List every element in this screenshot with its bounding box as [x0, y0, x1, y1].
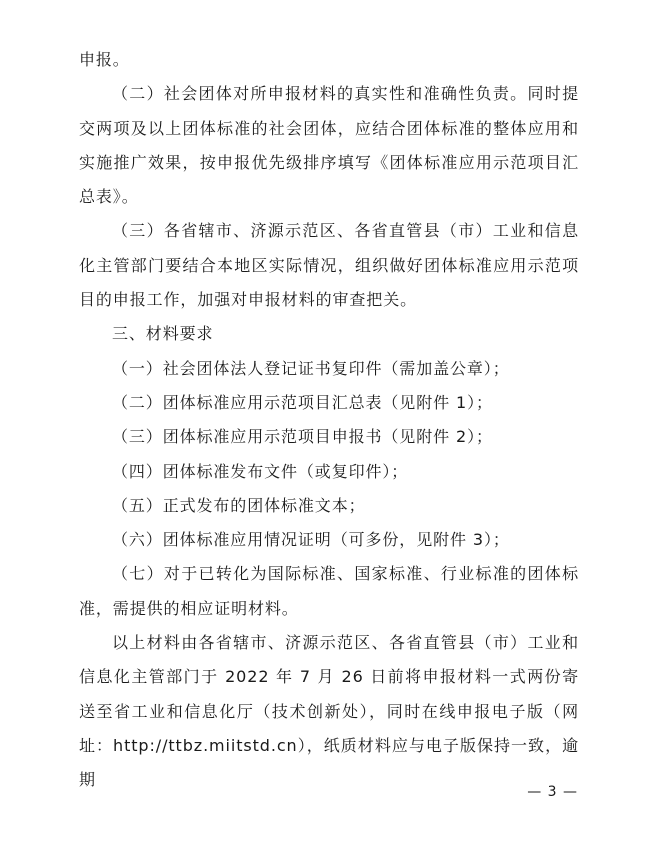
list-item-3: （三）团体标准应用示范项目申报书（见附件 2）； [112, 427, 493, 447]
paragraph-1: 申报。 [79, 50, 130, 69]
list-item-6: （六）团体标准应用情况证明（可多份，见附件 3）； [112, 530, 510, 550]
paragraph-submission: 以上材料由各省辖市、济源示范区、各省直管县（市）工业和信息化主管部门于 2022 年 7 月 26 日前将申报材料一式两份寄送至省工业和信息化厅（技术创新处），同时在线申报电子版（网址：http://ttbz.miitstd.cn），纸质材料应与电子版保持一致，逾期 [79, 633, 579, 790]
page-number: — 3 — [527, 784, 578, 800]
section-heading: 三、材料要求 [112, 324, 214, 344]
document-body [79, 43, 579, 798]
list-item-7: （七）对于已转化为国际标准、国家标准、行业标准的团体标准，需提供的相应证明材料。 [79, 564, 579, 618]
paragraph-2: （二）社会团体对所申报材料的真实性和准确性负责。同时提交两项及以上团体标准的社会团体，应结合团体标准的整体应用和实施推广效果，按申报优先级排序填写《团体标准应用示范项目汇总表》。 [79, 84, 579, 207]
list-item-1: （一）社会团体法人登记证书复印件（需加盖公章）； [112, 358, 510, 378]
list-item-5: （五）正式发布的团体标准文本； [112, 495, 366, 515]
list-item-4: （四）团体标准发布文件（或复印件）； [112, 461, 409, 481]
paragraph-3: （三）各省辖市、济源示范区、各省直管县（市）工业和信息化主管部门要结合本地区实际情况，组织做好团体标准应用示范项目的申报工作，加强对申报材料的审查把关。 [79, 221, 579, 310]
list-item-2: （二）团体标准应用示范项目汇总表（见附件 1）； [112, 392, 493, 412]
